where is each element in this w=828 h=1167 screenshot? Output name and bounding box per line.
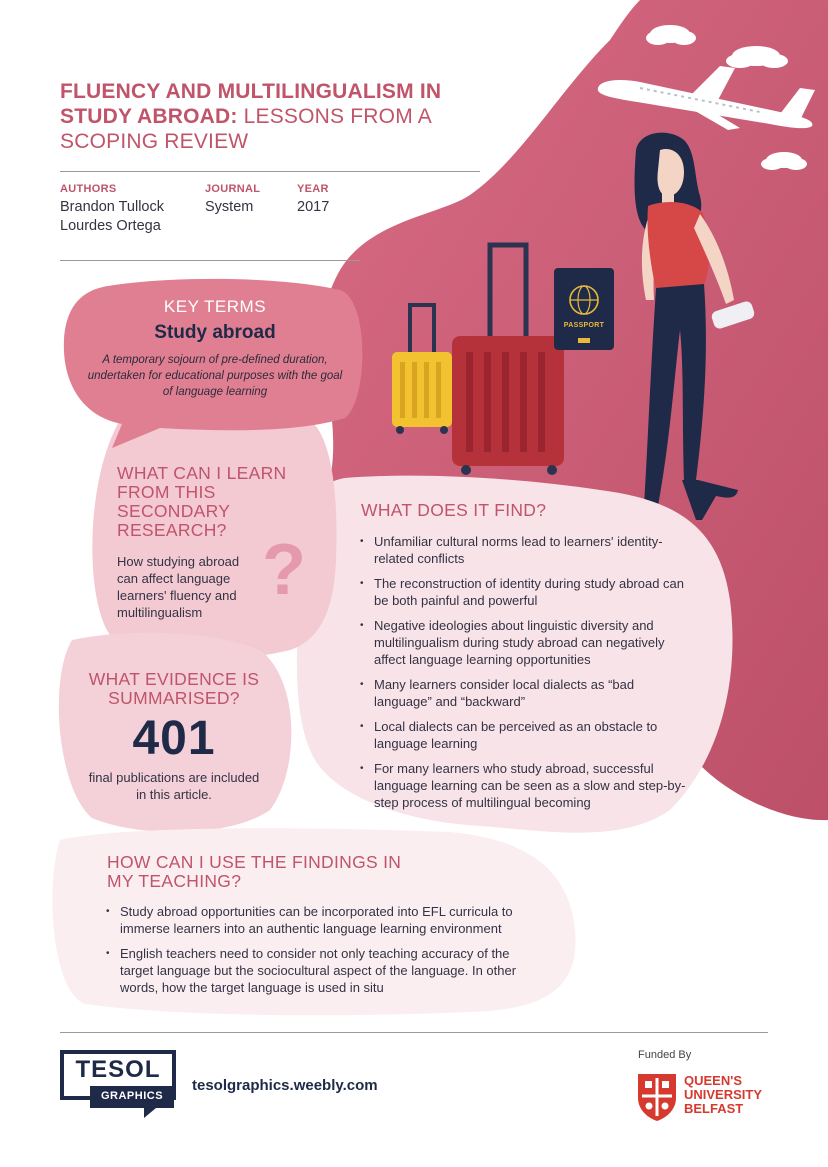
finding-item: • Local dialects can be perceived as an obstacle to language learning	[360, 718, 690, 752]
year-value: 2017	[297, 199, 330, 215]
learn-heading: WHAT CAN I LEARN FROM THIS SECONDARY RESEARCH?	[117, 463, 287, 540]
meta-divider	[60, 260, 360, 261]
authors-label: AUTHORS	[60, 183, 117, 195]
finding-item: • For many learners who study abroad, successful language learning can be seen as a slow and step-by-step process of multilingual becoming	[360, 760, 690, 811]
question-mark-icon: ?	[262, 530, 306, 610]
title-rest-part: LESSONS FROM A SCOPING REVIEW	[60, 105, 431, 153]
passport-label: PASSPORT	[563, 322, 605, 329]
university-crest-icon	[636, 1072, 678, 1122]
finding-item: • Negative ideologies about linguistic diversity and multilingualism during study abroad can negatively affect language learning opportunities	[360, 617, 690, 668]
logo-bottom-text: GRAPHICS	[100, 1090, 164, 1102]
passport-icon	[554, 268, 614, 350]
university-line-2: UNIVERSITY	[684, 1087, 763, 1102]
journal-value: System	[205, 199, 254, 215]
page-title	[60, 79, 500, 154]
evidence-number: 401	[132, 712, 216, 765]
evidence-heading: WHAT EVIDENCE IS SUMMARISED?	[88, 669, 260, 708]
author-1: Brandon Tullock	[60, 199, 164, 215]
university-line-1: QUEEN'S	[684, 1073, 742, 1088]
finding-item: • Many learners consider local dialects as “bad language” and “backward”	[360, 676, 690, 710]
findings-list	[360, 533, 690, 819]
funded-by-label: Funded By	[638, 1049, 692, 1061]
title-bold-part: FLUENCY AND MULTILINGUALISM IN STUDY ABROAD:	[60, 80, 442, 128]
website-link[interactable]: tesolgraphics.weebly.com	[192, 1077, 378, 1094]
finding-item: • The reconstruction of identity during study abroad can be both painful and powerful	[360, 575, 690, 609]
journal-label: JOURNAL	[205, 183, 261, 195]
key-terms-heading: KEY TERMS	[163, 297, 267, 316]
evidence-body: final publications are included in this article.	[88, 770, 260, 802]
year-label: YEAR	[297, 183, 329, 195]
key-term: Study abroad	[154, 322, 276, 343]
university-name	[684, 1074, 762, 1116]
title-divider	[60, 171, 480, 172]
teaching-list	[106, 903, 546, 1004]
author-2: Lourdes Ortega	[60, 218, 161, 234]
teaching-item: • Study abroad opportunities can be incorporated into EFL curricula to immerse learners into an authentic language learning environment	[106, 903, 546, 937]
logo-top-text: TESOL	[75, 1056, 161, 1083]
tesol-graphics-logo	[60, 1050, 176, 1118]
teaching-item: • English teachers need to consider not only teaching accuracy of the target language but the sociocultural aspect of the language. In other words, how the target language is used in situ	[106, 945, 546, 996]
university-line-3: BELFAST	[684, 1101, 744, 1116]
footer-divider	[60, 1032, 768, 1033]
key-term-definition: A temporary sojourn of pre-defined duration, undertaken for educational purposes with the goal of language learning	[87, 354, 343, 398]
findings-heading: WHAT DOES IT FIND?	[361, 500, 547, 520]
finding-item: • Unfamiliar cultural norms lead to learners' identity-related conflicts	[360, 533, 690, 567]
teaching-heading: HOW CAN I USE THE FINDINGS IN MY TEACHING?	[107, 852, 402, 891]
learn-body: How studying abroad can affect language learners' fluency and multilingualism	[117, 554, 240, 620]
